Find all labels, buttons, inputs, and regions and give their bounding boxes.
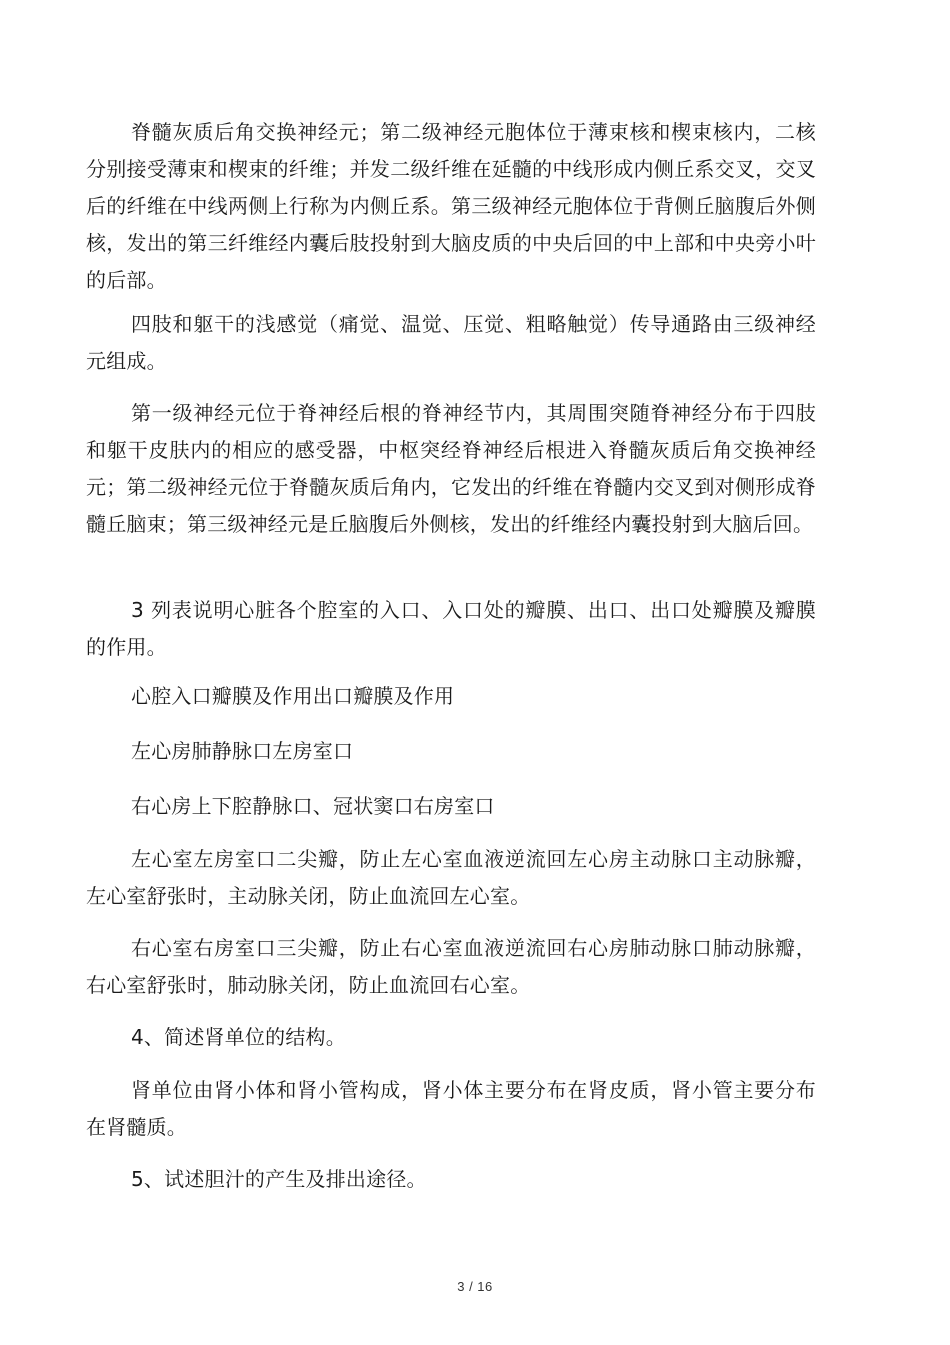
heart-row-right-atrium: 右心房上下腔静脉口、冠状窦口右房室口 [131, 794, 495, 818]
heart-row-right-ventricle: 右心室右房室口三尖瓣，防止右心室血液逆流回右心房肺动脉口肺动脉瓣，右心室舒张时，肺动脉关闭，防止血流回右心室。 [86, 936, 816, 997]
paragraph-superficial-sensation-neurons: 第一级神经元位于脊神经后根的脊神经节内，其周围突随脊神经分布于四肢和躯干皮肤内的相应的感受器，中枢突经脊神经后根进入脊髓灰质后角交换神经元；第二级神经元位于脊髓灰质后角内，它发出的纤维在脊髓内交叉到对侧形成脊髓丘脑束；第三级神经元是丘脑腹后外侧核，发出的纤维经内囊投射到大脑后回。 [86, 401, 816, 536]
question-4-nephron: 4、简述肾单位的结构。 [131, 1025, 346, 1049]
heart-row-left-atrium: 左心房肺静脉口左房室口 [131, 739, 354, 763]
heart-table-header: 心腔入口瓣膜及作用出口瓣膜及作用 [131, 684, 455, 708]
paragraph-superficial-sensation-intro: 四肢和躯干的浅感觉（痛觉、温觉、压觉、粗略触觉）传导通路由三级神经元组成。 [86, 312, 816, 373]
question-3-heart-chambers: 3 列表说明心脏各个腔室的入口、入口处的瓣膜、出口、出口处瓣膜及瓣膜的作用。 [86, 598, 816, 659]
answer-4-nephron: 肾单位由肾小体和肾小管构成，肾小体主要分布在肾皮质，肾小管主要分布在肾髓质。 [86, 1078, 816, 1139]
paragraph-spinal-pathway-second-third-neuron: 脊髓灰质后角交换神经元；第二级神经元胞体位于薄束核和楔束核内，二核分别接受薄束和楔束的纤维；并发二级纤维在延髓的中线形成内侧丘系交叉，交叉后的纤维在中线两侧上行称为内侧丘系。第三级神经元胞体位于背侧丘脑腹后外侧核，发出的第三纤维经内囊后肢投射到大脑皮质的中央后回的中上部和中央旁小叶的后部。 [86, 120, 816, 292]
page-number: 3 / 16 [457, 1279, 493, 1294]
question-5-bile: 5、试述胆汁的产生及排出途径。 [131, 1167, 427, 1191]
heart-row-left-ventricle: 左心室左房室口二尖瓣，防止左心室血液逆流回左心房主动脉口主动脉瓣，左心室舒张时，主动脉关闭，防止血流回左心室。 [86, 847, 816, 908]
